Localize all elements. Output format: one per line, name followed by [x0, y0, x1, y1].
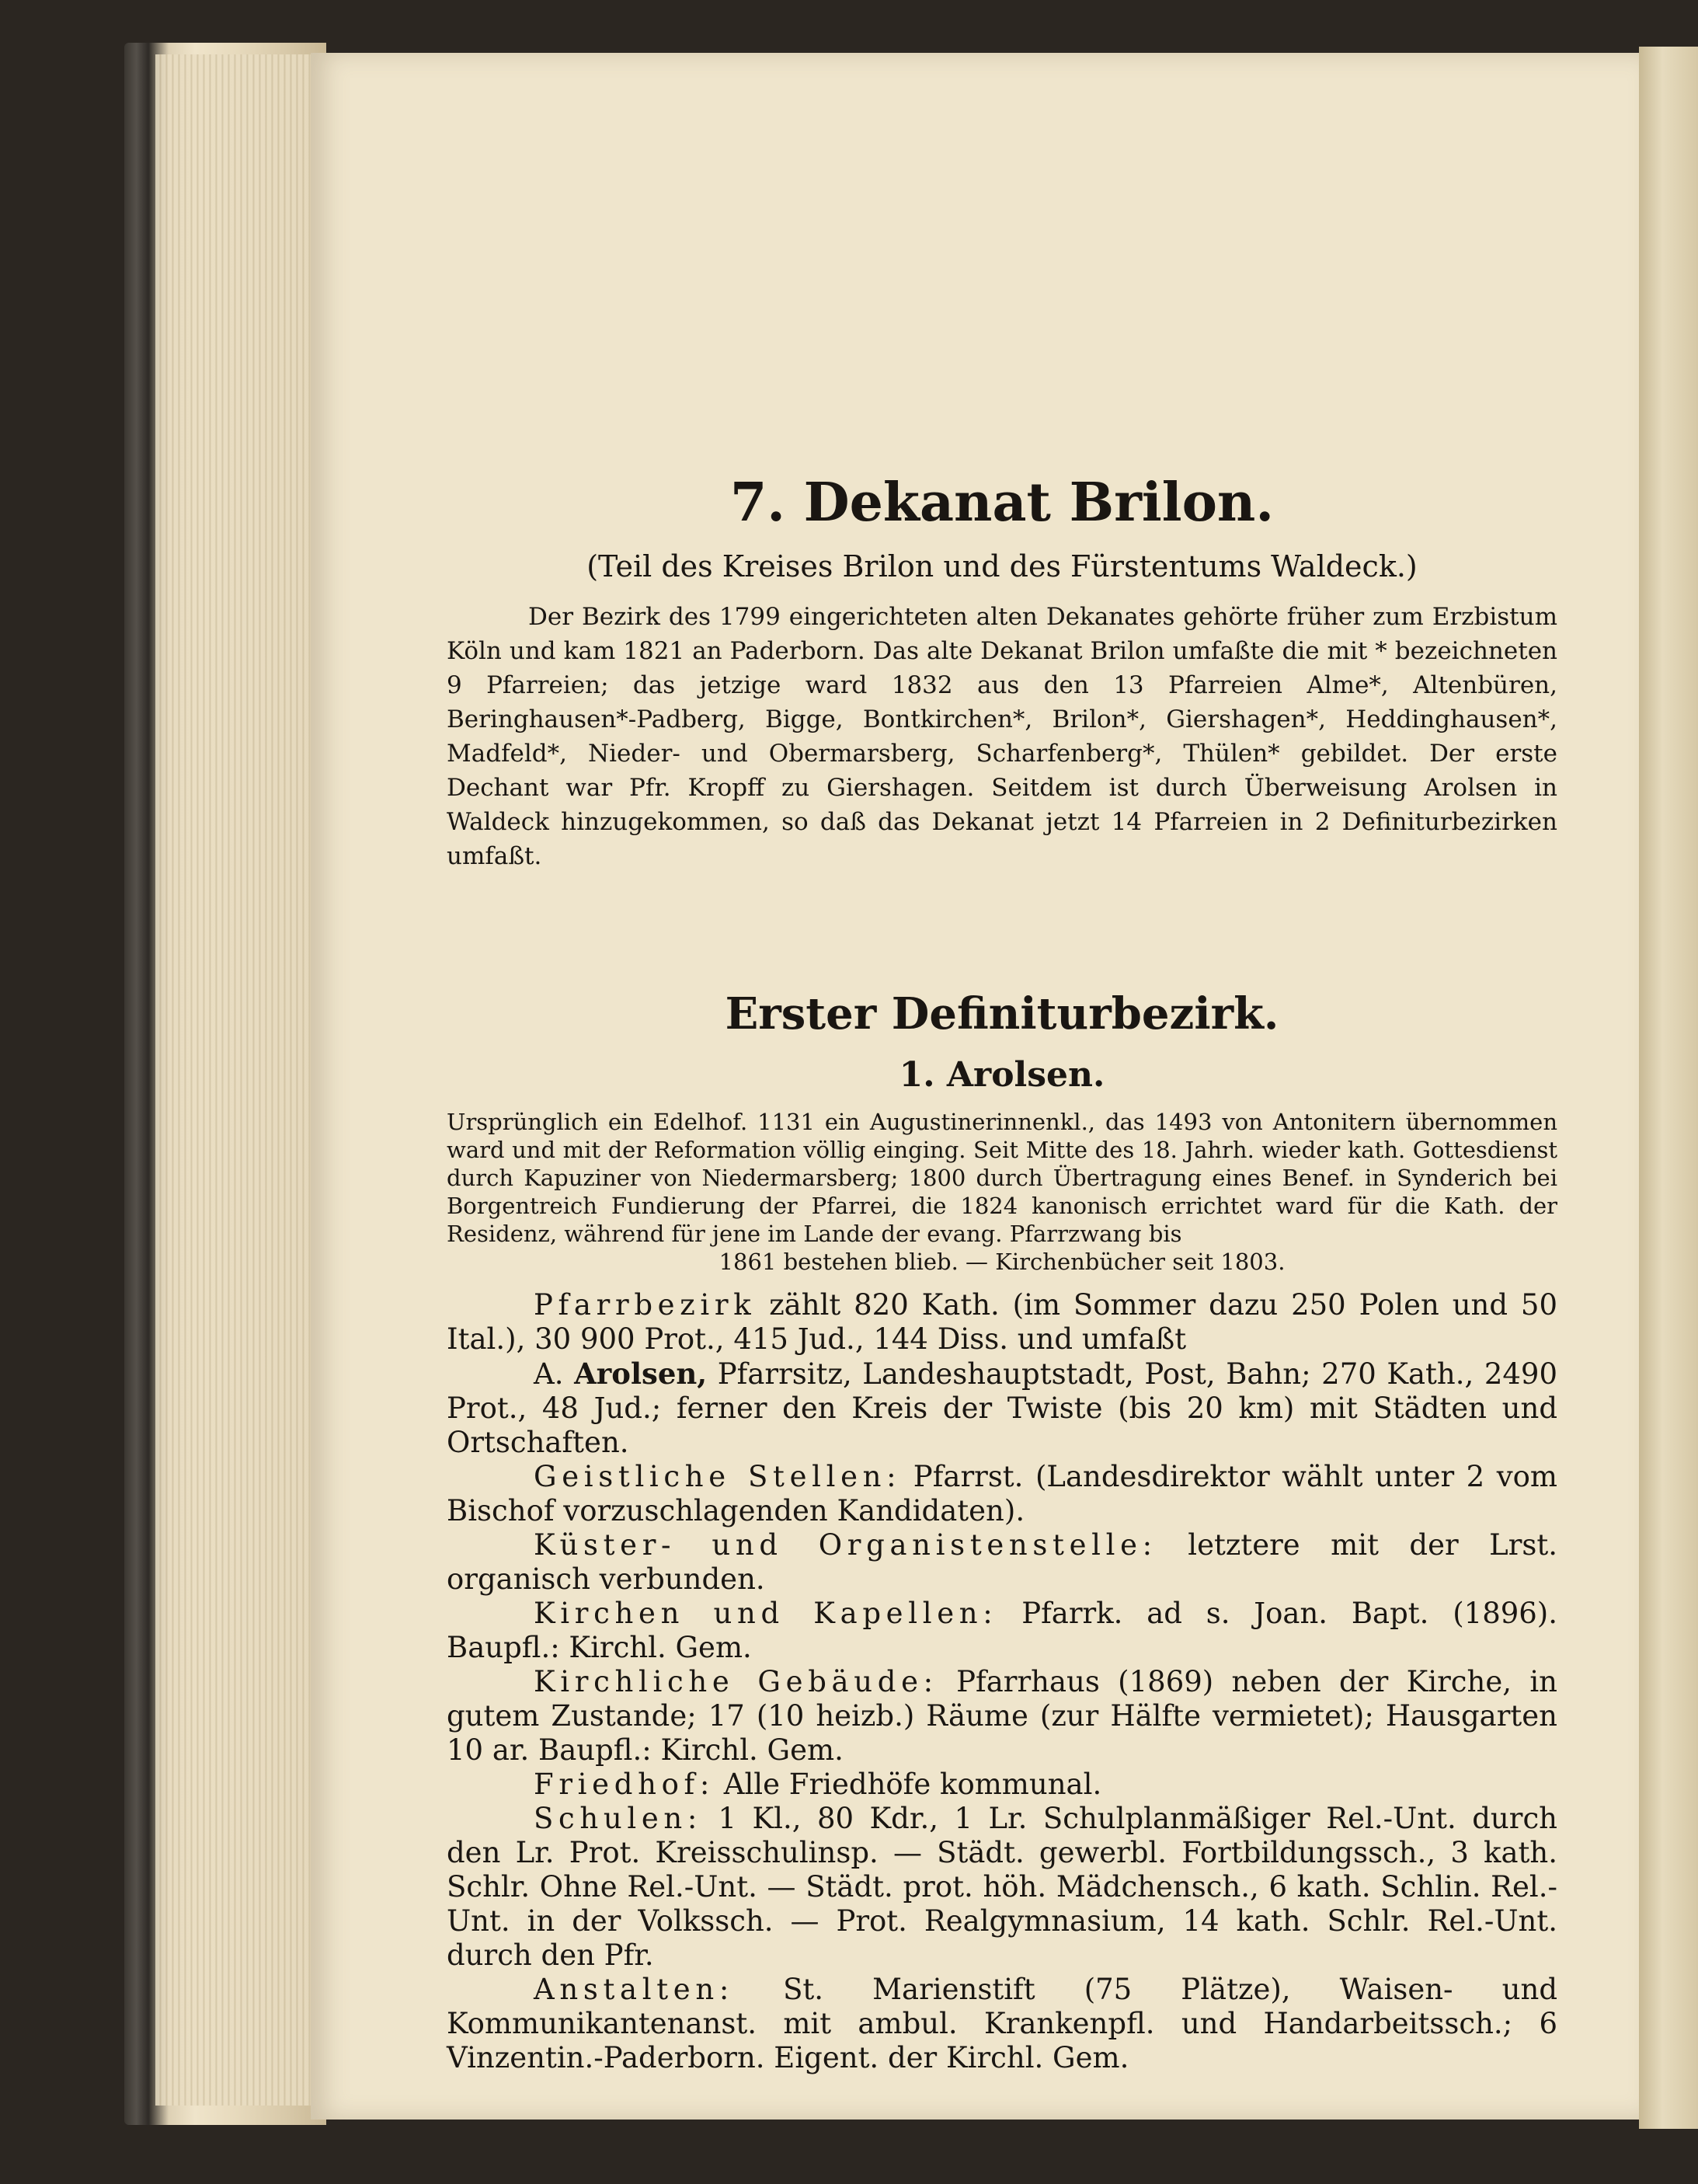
schulen-text: 1 Kl., 80 Kdr., 1 Lr. Schulplanmäßiger Rel.-Unt. durch den Lr. Prot. Kreisschulinsp. — Städt. gewerbl. Fortbildungssch., 3 kath. Schlr. Ohne Rel.-Unt. — Städt. prot. höh. Mädchensch., 6 kath. Schlin. Rel.-Unt. in der Volkssch. — Prot. Realgymnasium, 14 kath. Schlr. Rel.-Unt. durch den Pfr. [447, 1802, 1557, 1973]
a-prefix: A. [534, 1357, 564, 1392]
parish-title: 1. Arolsen. [899, 1054, 1105, 1095]
a-name: Arolsen, [574, 1357, 708, 1392]
kuester-paragraph [447, 1528, 1557, 1597]
friedhof-paragraph [447, 1768, 1557, 1802]
facing-page-edge [1639, 47, 1698, 2129]
kirchen-text: Pfarrk. ad s. Joan. Bapt. (1896). Baupfl.: Kirchl. Gem. [447, 1597, 1558, 1665]
gebaeude-label: Kirchliche Gebäude: [534, 1665, 938, 1699]
section-title: Erster Definiturbezirk. [725, 988, 1279, 1040]
kuester-label: Küster- und Organistenstelle: [534, 1528, 1157, 1562]
a-text: Pfarrsitz, Landeshauptstadt, Post, Bahn; 270 Kath., 2490 Prot., 48 Jud.; ferner den Kreis der Twiste (bis 20 km) mit Städten und Ortschaften. [447, 1357, 1558, 1460]
friedhof-text: Alle Friedhöfe kommunal. [723, 1768, 1102, 1802]
page-subtitle: (Teil des Kreises Brilon und des Fürstentums Waldeck.) [586, 549, 1418, 584]
friedhof-label: Friedhof: [534, 1768, 715, 1802]
anstalten-label: Anstalten: [534, 1973, 734, 2007]
page-edges [155, 54, 311, 2106]
geistliche-paragraph [447, 1460, 1557, 1528]
gebaeude-paragraph [447, 1665, 1557, 1768]
pfarrbezirk-paragraph [447, 1288, 1557, 1357]
geistliche-label: Geistliche Stellen: [534, 1460, 902, 1494]
anstalten-paragraph [447, 1973, 1557, 2075]
schulen-label: Schulen: [534, 1802, 703, 1836]
kirchen-label: Kirchen und Kapellen: [534, 1597, 998, 1631]
history-end: 1861 bestehen blieb. — Kirchenbücher seit 1803. [719, 1249, 1286, 1276]
kuester-text: letztere mit der Lrst. organisch verbunden. [447, 1528, 1558, 1597]
anstalten-text: St. Marienstift (75 Plätze), Waisen- und Kommunikantenanst. mit ambul. Krankenpfl. und Handarbeitssch.; 6 Vinzentin.-Paderborn. Eigent. der Kirchl. Gem. [447, 1973, 1557, 2075]
arolsen-paragraph [447, 1357, 1557, 1460]
page-content [447, 466, 1557, 2075]
schulen-paragraph [447, 1802, 1557, 1973]
pfarrbezirk-label: Pfarrbezirk [534, 1288, 757, 1322]
history-paragraph: Ursprünglich ein Edelhof. 1131 ein Augustinerinnenkl., das 1493 von Antonitern übernommen ward und mit der Reformation völlig einging. Seit Mitte des 18. Jahrh. wieder kath. Gottesdienst durch Kapuziner von Niedermarsberg; 1800 durch Übertragung eines Benef. in Synderich bei Borgentreich Fundierung der Pfarrei, die 1824 kanonisch errichtet ward für die Kath. der Residenz, während für jene im Lande der evang. Pfarrzwang bis [447, 1109, 1557, 1248]
kirchen-paragraph [447, 1597, 1557, 1665]
intro-paragraph: Der Bezirk des 1799 eingerichteten alten Dekanates gehörte früher zum Erzbistum Köln und kam 1821 an Paderborn. Das alte Dekanat Brilon umfaßte die mit * bezeichneten 9 Pfarreien; das jetzige ward 1832 aus den 13 Pfarreien Alme*, Altenbüren, Beringhausen*-Padberg, Bigge, Bontkirchen*, Brilon*, Giershagen*, Heddinghausen*, Madfeld*, Nieder- und Obermarsberg, Scharfenberg*, Thülen* gebildet. Der erste Dechant war Pfr. Kropff zu Giershagen. Seitdem ist durch Überweisung Arolsen in Waldeck hinzugekommen, so daß das Dekanat jetzt 14 Pfarreien in 2 Definiturbezirken umfaßt. [447, 603, 1557, 871]
page-title: 7. Dekanat Brilon. [729, 472, 1275, 534]
geistliche-text: Pfarrst. (Landesdirektor wählt unter 2 vom Bischof vorzuschlagenden Kandidaten). [447, 1460, 1557, 1528]
gebaeude-text: Pfarrhaus (1869) neben der Kirche, in gutem Zustande; 17 (10 heizb.) Räume (zur Hälfte vermietet); Hausgarten 10 ar. Baupfl.: Kirchl. Gem. [447, 1665, 1557, 1768]
pfarrbezirk-text: zählt 820 Kath. (im Sommer dazu 250 Polen und 50 Ital.), 30 900 Prot., 415 Jud., 144 Diss. und umfaßt [447, 1288, 1557, 1357]
